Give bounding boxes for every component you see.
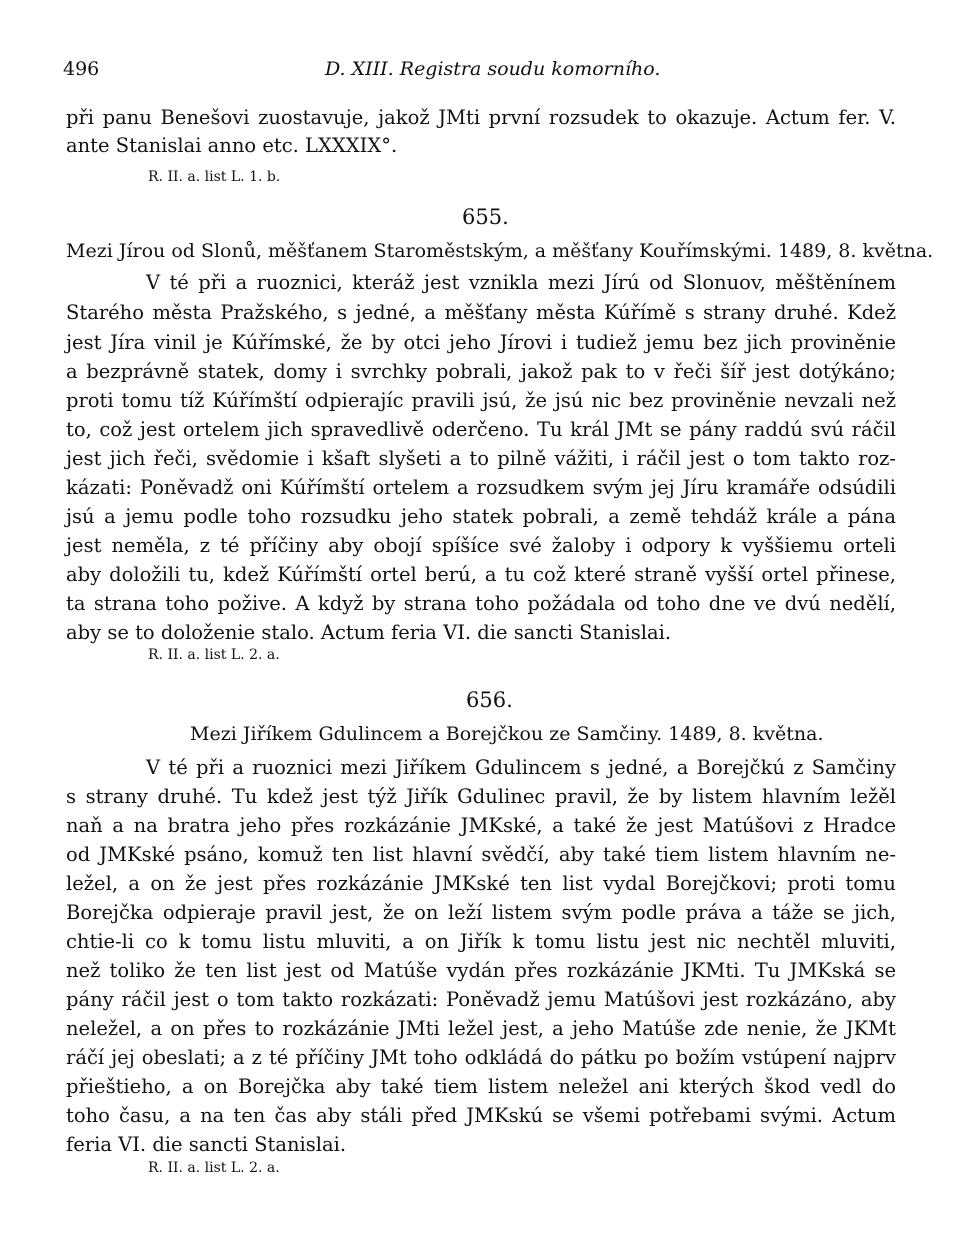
body-line: naň a na bratra jeho přes rozkázánie JMKské, a také že jest Matúšovi z Hradce (66, 814, 896, 837)
body-line: od JMKské psáno, komuž ten list hlavní svědčí, aby také tiem listem hlavním ne- (66, 843, 896, 866)
body-line: ráčí jej obeslati; a z té příčiny JMt toho odkládá do pátku po božím vstúpení najprv (66, 1046, 896, 1069)
body-line: to, což jest ortelem jich spravedlivě oderčeno. Tu král JMt se pány raddú svú ráčil (66, 418, 896, 441)
body-line: kázati: Poněvadž oni Kúřímští ortelem a rozsudkem svým jej Jíru kramáře odsúdili (66, 476, 896, 499)
body-line: jsú a jemu podle toho rozsudku jeho statek pobrali, a země tehdáž krále a pána (66, 505, 896, 528)
page-number: 496 (63, 58, 100, 80)
body-line: neležel, a on přes to rozkázánie JMti ležel jest, a jeho Matúše zde nenie, že JKMt (66, 1017, 896, 1040)
body-line: a bezprávně statek, domy i svrchky pobrali, jakož pak to v řeči šíř jest dotýkáno; (66, 360, 896, 383)
body-line: než toliko že ten list jest od Matúše vydán přes rozkázánie JKMti. Tu JMKská se (66, 959, 896, 982)
body-line: přieštieho, a on Borejčka aby také tiem listem neležel ani kterých škod vedl do (66, 1075, 896, 1098)
body-line: s strany druhé. Tu kdež jest týž Jiřík Gdulinec pravil, že by listem hlavním ležěl (66, 785, 896, 808)
running-title: D. XIII. Registra soudu komorního. (325, 58, 661, 80)
body-line: Borejčka odpieraje pravil jest, že on leží listem svým podle práva a táže se jich, (66, 901, 896, 924)
source-reference: R. II. a. list L. 1. b. (148, 169, 281, 185)
entry-heading-655: Mezi Jírou od Slonů, měšťanem Staroměstským, a měšťany Kouřímskými. 1489, 8. května. (66, 240, 934, 262)
body-line: ta strana toho požive. A když by strana toho požádala od toho dne ve dvú nedělí, (66, 592, 896, 615)
body-line: jest Jíra vinil je Kúřímské, že by otci jeho Jírovi i tudiež jemu bez jich proviněnie (66, 331, 896, 354)
body-line: chtie-li co k tomu listu mluviti, a on Jiřík k tomu listu jest nic nechtěl mluviti, (66, 930, 896, 953)
carryover-line: ante Stanislai anno etc. LXXXIX°. (66, 134, 398, 157)
body-line: Starého města Pražského, s jedné, a měšťany města Kúřímě s strany druhé. Kdež (66, 301, 896, 324)
body-line: jest jich řeči, svědomie i kšaft slyšeti a to pilně vážiti, i ráčil jest o tom takto roz- (66, 447, 896, 470)
page-header (63, 58, 897, 86)
body-line: toho času, a na ten čas aby stáli před JMKskú se všemi potřebami svými. Actum (66, 1104, 896, 1127)
body-line: pány ráčil jest o tom takto rozkázati: Poněvadž jemu Matúšovi jest rozkázáno, aby (66, 988, 896, 1011)
body-line: V té při a ruoznici, kteráž jest vznikla mezi Jírú od Slonuov, měštěnínem (146, 271, 896, 294)
body-line: ležel, a on že jest přes rozkázánie JMKské ten list vydal Borejčkovi; proti tomu (66, 872, 896, 895)
body-line: aby se to doloženie stalo. Actum feria VI. die sancti Stanislai. (66, 621, 672, 644)
carryover-line: při panu Benešovi zuostavuje, jakož JMti první rozsudek to okazuje. Actum fer. V. (66, 106, 896, 129)
entry-number-655: 655. (462, 205, 509, 229)
body-line: proti tomu tíž Kúřímští odpierajíc pravili jsú, že jsú nic bez proviněnie nevzali než (66, 389, 896, 412)
source-reference: R. II. a. list L. 2. a. (148, 647, 280, 663)
body-line: V té při a ruoznici mezi Jiříkem Gdulincem s jedné, a Borejčkú z Samčiny (146, 756, 896, 779)
body-line: feria VI. die sancti Stanislai. (66, 1133, 347, 1156)
entry-heading-656: Mezi Jiříkem Gdulincem a Borejčkou ze Samčiny. 1489, 8. května. (190, 723, 824, 745)
body-line: jest neměla, z té příčiny aby obojí spíšíce své žaloby i odpory k vyššiemu orteli (66, 534, 896, 557)
entry-number-656: 656. (466, 688, 513, 712)
source-reference: R. II. a. list L. 2. a. (148, 1160, 280, 1176)
body-line: aby doložili tu, kdež Kúřímští ortel berú, a tu což které straně vyšší ortel přinese, (66, 563, 896, 586)
